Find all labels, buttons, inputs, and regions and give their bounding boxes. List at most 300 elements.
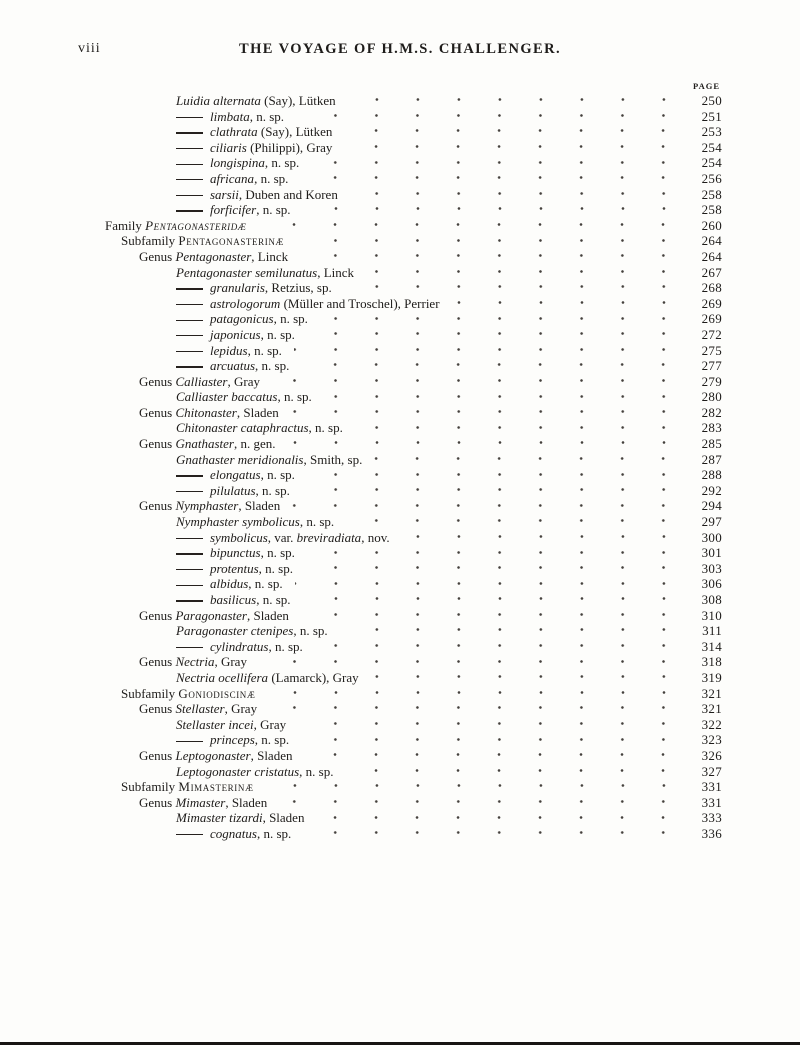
toc-entry-label — [78, 233, 284, 249]
toc-entry-page: 292 — [701, 482, 722, 498]
toc-entry-label — [78, 717, 286, 733]
dot-leader — [350, 189, 676, 200]
toc-entry — [78, 343, 722, 359]
toc-entry — [78, 374, 722, 390]
toc-entry-page: 300 — [701, 529, 722, 545]
ditto-dash — [176, 335, 203, 336]
toc-entry-label — [78, 748, 292, 764]
toc-entry-text: Family — [105, 217, 146, 233]
toc-entry-text: Nymphaster — [175, 498, 239, 514]
toc-entry — [78, 218, 722, 234]
ditto-dash — [176, 148, 203, 149]
toc-entry-page: 301 — [701, 545, 722, 561]
dot-leader — [298, 719, 676, 730]
toc-entry — [78, 389, 722, 405]
toc-entry-label — [78, 436, 276, 452]
toc-entry-text: , Retzius, sp. — [264, 280, 332, 296]
toc-entry-label — [78, 374, 260, 390]
dot-leader — [346, 516, 676, 527]
toc-entry-text: , Smith, sp. — [303, 451, 363, 467]
toc-entry — [78, 483, 722, 499]
toc-entry-page: 319 — [701, 669, 722, 685]
toc-entry-text: , n. sp. — [299, 763, 334, 779]
toc-entry-text: Gnathaster — [175, 436, 234, 452]
toc-entry-page: 264 — [701, 248, 722, 264]
toc-entry-text: (Lamarck), Gray — [268, 669, 359, 685]
toc-entry — [78, 124, 722, 140]
toc-entry-text: Calliaster baccatus — [176, 389, 278, 405]
toc-entry — [78, 358, 722, 374]
dot-leader — [307, 548, 676, 559]
toc-entry-text: breviradiata — [296, 529, 362, 545]
toc-entry — [78, 514, 722, 530]
toc-entry — [78, 93, 722, 109]
toc-entry — [78, 608, 722, 624]
toc-entry-text: princeps — [210, 732, 255, 748]
toc-entry-page: 256 — [701, 170, 722, 186]
dot-leader — [402, 532, 676, 543]
toc-entry-text: protentus — [210, 560, 259, 576]
toc-entry-text: (Philippi), Gray — [246, 139, 333, 155]
toc-entry — [78, 639, 722, 655]
toc-entry-label — [78, 343, 282, 359]
ditto-dash — [176, 475, 203, 476]
dot-leader — [315, 641, 676, 652]
ditto-dash — [176, 304, 203, 305]
dot-leader — [272, 376, 676, 387]
dot-leader — [307, 470, 676, 481]
dot-leader — [366, 267, 676, 278]
toc-entry-text: albidus — [210, 576, 249, 592]
toc-entry-text: elongatus — [210, 467, 261, 483]
ditto-dash — [176, 320, 203, 321]
toc-entry-text: africana — [210, 170, 255, 186]
toc-entry — [78, 701, 722, 717]
toc-entry-page: 269 — [701, 295, 722, 311]
toc-entry-text: , n. sp. — [247, 342, 282, 358]
toc-entry-label — [78, 498, 280, 514]
toc-entry-page: 277 — [701, 358, 722, 374]
toc-entry-page: 321 — [701, 701, 722, 717]
toc-entry-text: Mimasterinæ — [178, 779, 254, 795]
toc-entry-text: , Duben and Koren — [238, 186, 338, 202]
toc-entry-text: , Sladen — [246, 607, 289, 623]
ditto-dash — [176, 288, 203, 289]
toc-entry-text: , n. sp. — [260, 545, 295, 561]
toc-entry-text: japonicus — [210, 326, 261, 342]
toc-entry — [78, 748, 722, 764]
toc-entry-page: 323 — [701, 732, 722, 748]
toc-entry-page: 303 — [701, 560, 722, 576]
ditto-dash — [176, 834, 203, 835]
dot-leader — [371, 672, 676, 683]
toc-entry-page: 260 — [701, 217, 722, 233]
toc-entry-text: Genus — [139, 436, 176, 452]
toc-entry-text: , n. sp. — [299, 514, 335, 530]
toc-entry-label — [78, 187, 338, 203]
ditto-dash — [176, 741, 203, 742]
toc-entry — [78, 654, 722, 670]
toc-entry-label — [78, 826, 291, 842]
toc-entry-text: Pentagonaster — [175, 248, 252, 264]
toc-entry-text: , n. sp. — [258, 560, 293, 576]
toc-entry-text: bipunctus — [210, 545, 261, 561]
toc-entry-label — [78, 779, 254, 795]
toc-entry-text: , n. sp. — [273, 311, 308, 327]
toc-entry-label — [78, 358, 289, 374]
dot-leader — [301, 360, 676, 371]
toc-entry-page: 268 — [701, 280, 722, 296]
toc-entry — [78, 545, 722, 561]
dot-leader — [300, 173, 676, 184]
toc-entry-text: Pentagonaster semilunatus — [176, 264, 318, 280]
toc-entry-text: astrologorum — [210, 295, 281, 311]
toc-entry-text: , n. sp. — [254, 170, 289, 186]
dot-leader — [348, 95, 676, 106]
dot-leader — [307, 329, 676, 340]
toc-entry-label — [78, 561, 293, 577]
toc-entry-page: 321 — [701, 685, 722, 701]
toc-entry-page: 318 — [701, 654, 722, 670]
toc-entry-label — [78, 545, 295, 561]
ditto-dash — [176, 164, 203, 165]
toc-entry-text: Subfamily — [121, 685, 179, 701]
toc-entry-text: , n. sp. — [249, 108, 285, 124]
dot-leader — [303, 828, 676, 839]
toc-entry — [78, 810, 722, 826]
toc-entry-page: 250 — [701, 93, 722, 108]
toc-entry-text: Leptogonaster cristatus — [176, 763, 300, 779]
dot-leader — [303, 204, 676, 215]
ditto-dash — [176, 491, 203, 492]
toc-entry-label — [78, 623, 328, 639]
ditto-dash — [176, 538, 203, 539]
toc-entry-label — [78, 218, 246, 234]
toc-entry-page: 331 — [701, 779, 722, 795]
dot-leader — [258, 220, 676, 231]
ditto-dash — [176, 366, 203, 367]
toc-entry-label — [78, 140, 332, 156]
dot-leader — [295, 579, 676, 590]
toc-entry — [78, 109, 722, 125]
toc-entry-page: 297 — [701, 514, 722, 530]
toc-entry-text: granularis — [210, 280, 265, 296]
toc-entry — [78, 686, 722, 702]
toc-entry-text: Stellaster incei — [176, 716, 254, 732]
toc-entry-text: Goniodiscinæ — [178, 685, 256, 701]
toc-entry-label — [78, 670, 359, 686]
dot-leader — [344, 126, 676, 137]
toc-entry — [78, 732, 722, 748]
dot-leader — [324, 392, 676, 403]
toc-entry-label — [78, 109, 284, 125]
toc-entry-page: 272 — [701, 326, 722, 342]
toc-entry-page: 267 — [701, 264, 722, 280]
toc-entry-text: Genus — [139, 654, 176, 670]
toc-entry-text: ciliaris — [210, 139, 247, 155]
toc-entry — [78, 530, 722, 546]
toc-entry-label — [78, 280, 332, 296]
toc-entry-page: 251 — [701, 108, 722, 124]
toc-entry-text: Paragonaster ctenipes — [176, 623, 294, 639]
toc-entry-label — [78, 639, 303, 655]
toc-entry-text: Subfamily — [121, 233, 179, 249]
toc-entry-label — [78, 265, 354, 281]
toc-entry-page: 306 — [701, 576, 722, 592]
toc-entry-page: 253 — [701, 124, 722, 140]
toc-entry-label — [78, 764, 333, 780]
toc-entry-label — [78, 420, 343, 436]
toc-entry-text: , var. — [267, 529, 297, 545]
toc-entry — [78, 155, 722, 171]
toc-entry-text: Genus — [139, 248, 176, 264]
toc-entry — [78, 311, 722, 327]
toc-entry — [78, 249, 722, 265]
dot-leader — [345, 766, 676, 777]
toc-entry-text: Genus — [139, 404, 176, 420]
toc-entry-page: 314 — [701, 638, 722, 654]
toc-entry-text: Luidia alternata — [176, 93, 261, 108]
toc-entry-page: 279 — [701, 373, 722, 389]
ditto-dash — [176, 195, 203, 196]
toc-entry-label — [78, 389, 312, 405]
toc-entry-label — [78, 795, 267, 811]
toc-entry-text: , n. sp. — [293, 623, 328, 639]
toc-entry-text: , nov. — [361, 529, 390, 545]
toc-entry — [78, 779, 722, 795]
toc-entry-label — [78, 701, 257, 717]
toc-entry — [78, 405, 722, 421]
dot-leader — [305, 563, 676, 574]
toc-entry-text: Paragonaster — [175, 607, 247, 623]
toc-entry — [78, 265, 722, 281]
toc-entry — [78, 187, 722, 203]
toc-entry-page: 308 — [701, 592, 722, 607]
toc-entry-text: , n. gen. — [233, 436, 276, 452]
dot-leader — [452, 298, 676, 309]
toc-entry-label — [78, 592, 291, 608]
toc-entry-label — [78, 249, 288, 265]
toc-entry — [78, 233, 722, 249]
dot-leader — [344, 142, 676, 153]
toc-entry-page: 310 — [701, 607, 722, 623]
toc-entry-text: Leptogonaster — [175, 747, 251, 763]
toc-entry-text: longispina — [210, 155, 265, 171]
toc-entry-label — [78, 296, 440, 312]
toc-entry-text: Subfamily — [121, 779, 179, 795]
toc-entry-label — [78, 732, 289, 748]
toc-entry-text: patagonicus — [210, 311, 274, 327]
toc-entry-page: 331 — [701, 794, 722, 810]
dot-leader — [344, 282, 676, 293]
toc-entry-text: , Gray — [253, 716, 287, 732]
toc-entry-page: 280 — [701, 389, 722, 405]
toc-entry-text: Nectria — [175, 654, 215, 670]
ditto-dash — [176, 647, 203, 648]
toc-entry-page: 254 — [701, 139, 722, 155]
toc-entry-label — [78, 530, 390, 546]
toc-entry-text: , n. sp. — [256, 825, 292, 841]
toc-entry-page: 269 — [701, 311, 722, 327]
dot-leader — [259, 657, 676, 668]
toc-entry-label — [78, 576, 283, 592]
toc-entry-text: , Sladen — [262, 810, 305, 826]
toc-entry-text: (Say), Lütken — [260, 93, 336, 108]
toc-entry-page: 264 — [701, 233, 722, 249]
dot-leader — [374, 454, 676, 465]
dot-leader — [266, 781, 676, 792]
toc-entry-label — [78, 202, 291, 218]
toc-entry — [78, 452, 722, 468]
toc-entry — [78, 670, 722, 686]
dot-leader — [294, 345, 676, 356]
toc-entry-text: forficifer — [210, 202, 257, 218]
toc-entry-text: clathrata — [210, 124, 258, 140]
toc-entry-page: 322 — [701, 716, 722, 732]
toc-entry — [78, 592, 722, 608]
toc-entry — [78, 280, 722, 296]
running-title: THE VOYAGE OF H.M.S. CHALLENGER. — [239, 41, 561, 57]
toc-entry-page: 282 — [701, 404, 722, 420]
toc-entry-text: Chitonaster — [175, 404, 237, 420]
toc-entry-text: , Sladen — [238, 498, 281, 514]
toc-entry-label — [78, 483, 290, 499]
ditto-dash — [176, 585, 203, 586]
toc-entry-page: 311 — [702, 623, 722, 639]
dot-leader — [355, 423, 676, 434]
toc-entry-text: , n. sp. — [277, 389, 312, 405]
toc-entry-text: , Sladen — [250, 747, 293, 763]
toc-entry-text: Pentagonasterinæ — [178, 233, 285, 249]
toc-entry — [78, 561, 722, 577]
toc-entry-page: 283 — [701, 420, 722, 436]
scan-bottom-edge — [0, 1042, 800, 1045]
toc-entry-page: 275 — [701, 342, 722, 358]
toc-entry-text: , Gray — [224, 701, 258, 717]
toc-entry-label — [78, 452, 362, 468]
toc-entry-text: lepidus — [210, 342, 248, 358]
toc-entry-text: , Gray — [214, 654, 247, 670]
toc-entry-text: symbolicus — [210, 529, 268, 545]
toc-entry-text: Gnathaster meridionalis — [176, 451, 304, 467]
toc-entry-text: cognatus — [210, 825, 257, 841]
ditto-dash — [176, 117, 203, 118]
ditto-dash — [176, 569, 203, 570]
toc-entry-text: basilicus — [210, 592, 257, 607]
toc-entry-text: , n. sp. — [248, 576, 283, 592]
ditto-dash — [176, 210, 203, 211]
ditto-dash — [176, 132, 203, 133]
toc-entry-label — [78, 654, 247, 670]
toc-entry-text: , Gray — [227, 373, 260, 389]
toc-entry-text: Calliaster — [175, 373, 228, 389]
toc-entry-text: , n. sp. — [256, 202, 291, 218]
toc-entry-text: Nymphaster symbolicus — [176, 514, 300, 530]
toc-entry-page: 258 — [701, 186, 722, 202]
toc-entry-text: , n. sp. — [255, 482, 290, 498]
toc-entry-text: (Müller and Troschel), Perrier — [280, 295, 440, 311]
toc-entry-text: , Linck — [317, 264, 355, 280]
toc-entry-text: , Linck — [251, 248, 289, 264]
dot-leader — [311, 158, 676, 169]
toc-entry-page: 254 — [701, 155, 722, 171]
dot-leader — [302, 485, 676, 496]
toc-entry — [78, 296, 722, 312]
ditto-dash — [176, 179, 203, 180]
toc-entry-label — [78, 810, 304, 826]
dot-leader — [268, 688, 676, 699]
toc-entry-text: Genus — [139, 373, 176, 389]
toc-entry-label — [78, 608, 289, 624]
toc-entry-page: 326 — [701, 747, 722, 763]
toc-entry-label — [78, 124, 332, 140]
ditto-dash — [176, 600, 203, 601]
toc-entry-page: 327 — [701, 763, 722, 779]
toc-entry-text: Stellaster — [175, 701, 225, 717]
toc-entry-text: cylindratus — [210, 638, 269, 654]
toc-entry — [78, 420, 722, 436]
toc-entry-page: 333 — [701, 810, 722, 826]
toc-entry — [78, 498, 722, 514]
toc-entry-text: , n. sp. — [260, 467, 295, 483]
toc-entry-page: 287 — [701, 451, 722, 467]
toc-entry-text: , n. sp. — [308, 420, 343, 436]
dot-leader — [304, 750, 676, 761]
toc-entry — [78, 795, 722, 811]
toc-entry — [78, 764, 722, 780]
toc-entry — [78, 436, 722, 452]
toc-entry — [78, 623, 722, 639]
dot-leader — [303, 594, 676, 605]
toc-entry-text: sarsii — [210, 186, 239, 202]
toc-entry — [78, 826, 722, 842]
toc-entry-text: Genus — [139, 607, 176, 623]
toc-entry-text: Mimaster — [175, 794, 226, 810]
toc-entry-text: Genus — [139, 498, 176, 514]
toc-entry — [78, 467, 722, 483]
toc-entry-text: pilulatus — [210, 482, 256, 498]
toc-entry-text: Pentagonasteridæ — [145, 217, 247, 233]
toc-entry — [78, 717, 722, 733]
toc-entry-label — [78, 171, 288, 187]
dot-leader — [316, 813, 676, 824]
dot-leader — [269, 703, 676, 714]
toc-entry-label — [78, 514, 334, 530]
page-folio: viii — [78, 41, 101, 56]
toc-entry-text: , n. sp. — [268, 638, 303, 654]
toc-entry-text: arcuatus — [210, 358, 256, 374]
toc-entry-page: 336 — [701, 825, 722, 841]
toc-entry-text: Genus — [139, 747, 176, 763]
toc-entry — [78, 171, 722, 187]
dot-leader — [279, 797, 676, 808]
dot-leader — [301, 735, 676, 746]
toc-entry — [78, 140, 722, 156]
dot-leader — [288, 438, 677, 449]
toc-entry-text: , n. sp. — [255, 358, 290, 374]
toc-entry-text: limbata — [210, 108, 250, 124]
toc-entry-page: 294 — [701, 498, 722, 514]
toc-entry-text: Genus — [139, 701, 176, 717]
toc-entry-text: Nectria ocellifera — [176, 669, 269, 685]
dot-leader — [300, 251, 676, 262]
dot-leader — [296, 111, 676, 122]
toc-entry-label — [78, 467, 295, 483]
toc-entry-text: , Sladen — [225, 794, 268, 810]
toc-entry — [78, 202, 722, 218]
ditto-dash — [176, 553, 203, 554]
toc-entry-text: Genus — [139, 794, 176, 810]
